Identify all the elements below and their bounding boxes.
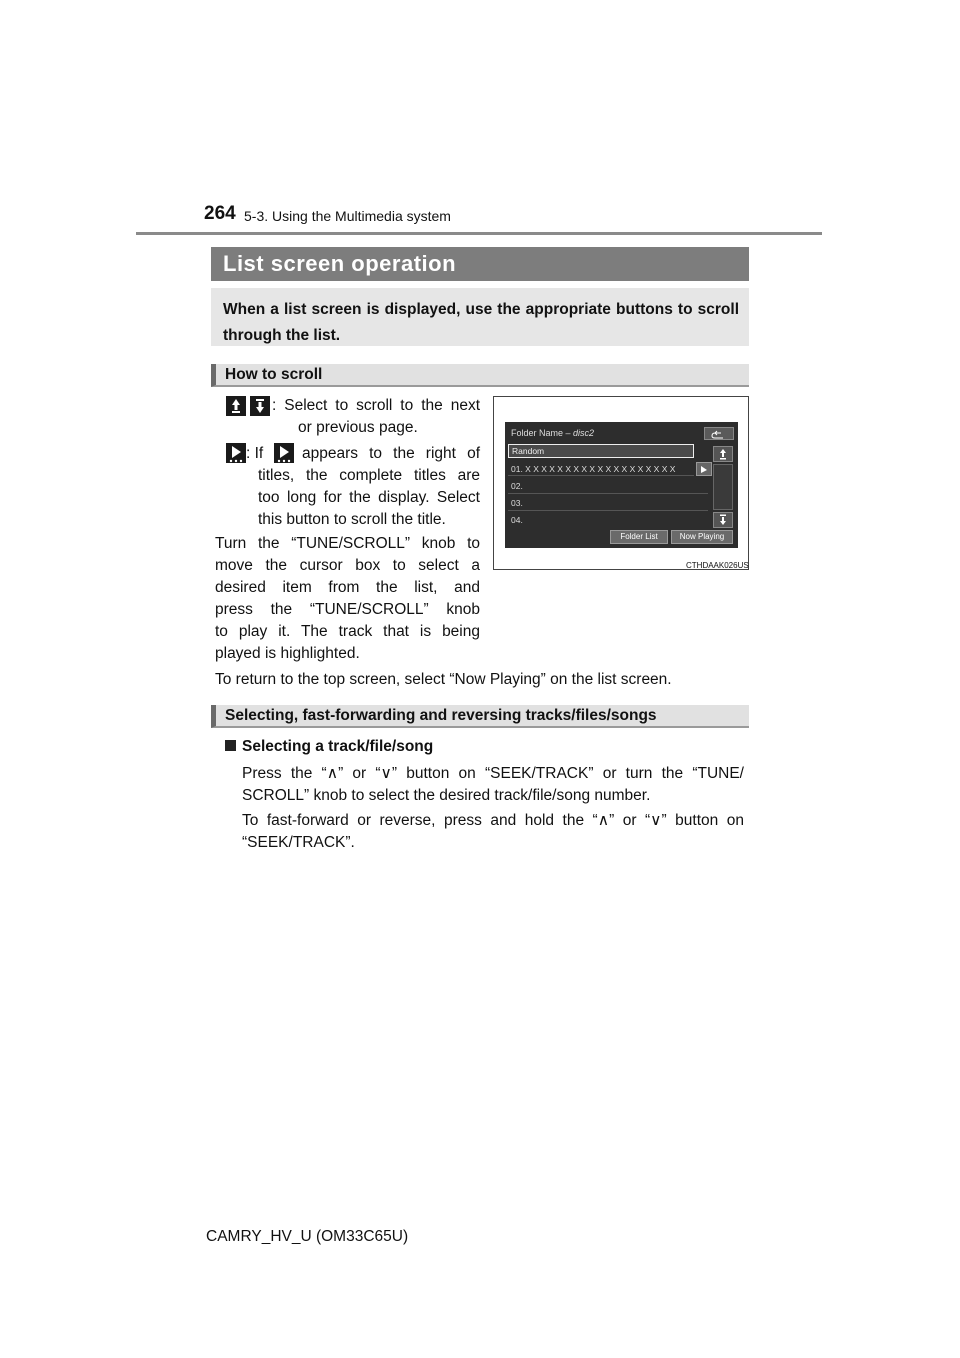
list-row-03[interactable]: 03.: [508, 496, 708, 511]
folder-list-button[interactable]: Folder List: [610, 530, 668, 544]
return-note: To return to the top screen, select “Now Playing” on the list screen.: [215, 671, 672, 688]
subheading-text: How to scroll: [225, 366, 323, 383]
item-title-a: : If: [246, 445, 264, 462]
scrollbar-track[interactable]: [713, 464, 733, 510]
list-screen: [505, 422, 738, 548]
subheading-text: Selecting, fast-forwarding and reversing tracks/files/songs: [225, 707, 657, 724]
page-up-icon: [714, 447, 732, 461]
selecting-paragraph-1: Press the “∧” or “∨” button on “SEEK/TRACK” or turn the “TUNE/ SCROLL” knob to select the desired track/file/song number.: [242, 765, 744, 804]
back-arrow-icon: [705, 430, 733, 441]
intro-box: [211, 288, 749, 346]
page-down-icon: [714, 513, 732, 527]
page-number: 264: [204, 203, 236, 224]
now-playing-button[interactable]: Now Playing: [671, 530, 733, 544]
list-row-01[interactable]: 01. X X X X X X X X X X X X X X X X X X X: [508, 462, 694, 476]
play-arrow-icon: [697, 464, 711, 476]
subheading-selecting: [211, 705, 749, 728]
knob-paragraph: Turn the “TUNE/SCROLL” knob to move the cursor box to select a desired item from the list, and press the “TUNE/SCROLL” knob to play it. The track that is being played is highlighted.: [215, 535, 480, 662]
list-row-02[interactable]: 02.: [508, 479, 708, 494]
scroll-down-icon: [250, 396, 270, 416]
list-row-random[interactable]: Random: [508, 444, 694, 458]
subheading-how-to-scroll: [211, 364, 749, 387]
footer-model-code: CAMRY_HV_U (OM33C65U): [206, 1228, 409, 1245]
item-title-b: appears to the right of: [302, 445, 480, 462]
section-header: 5-3. Using the Multimedia system: [244, 208, 451, 224]
bullet-square-icon: [225, 740, 236, 751]
back-button[interactable]: [704, 427, 734, 440]
section-title-bar: [211, 247, 749, 281]
title-scroll-icon: [226, 443, 246, 463]
intro-text: When a list screen is displayed, use the appropriate buttons to scroll through the list.: [223, 301, 739, 344]
folder-name-label: Folder Name – disc2: [511, 428, 595, 438]
page-down-button[interactable]: [713, 512, 733, 528]
list-row-04[interactable]: 04.: [511, 515, 523, 525]
scroll-up-icon: [226, 396, 246, 416]
page-up-button[interactable]: [713, 446, 733, 462]
title-scroll-button[interactable]: [696, 462, 712, 476]
header-rule: [136, 232, 822, 235]
item-title-rest: titles, the complete titles are too long for the display. Select this button to scroll the title.: [258, 467, 480, 528]
screenshot-caption: CTHDAAK026US: [686, 561, 749, 570]
item-scroll-line2: or previous page.: [298, 419, 418, 436]
item-scroll-line1: : Select to scroll to the next: [272, 397, 480, 414]
bullet-selecting-track: Selecting a track/file/song: [225, 736, 433, 758]
selecting-paragraph-2: To fast-forward or reverse, press and hold the “∧” or “∨” button on “SEEK/TRACK”.: [242, 812, 744, 851]
section-title: List screen operation: [223, 251, 457, 276]
title-scroll-inline-icon: [274, 443, 294, 463]
